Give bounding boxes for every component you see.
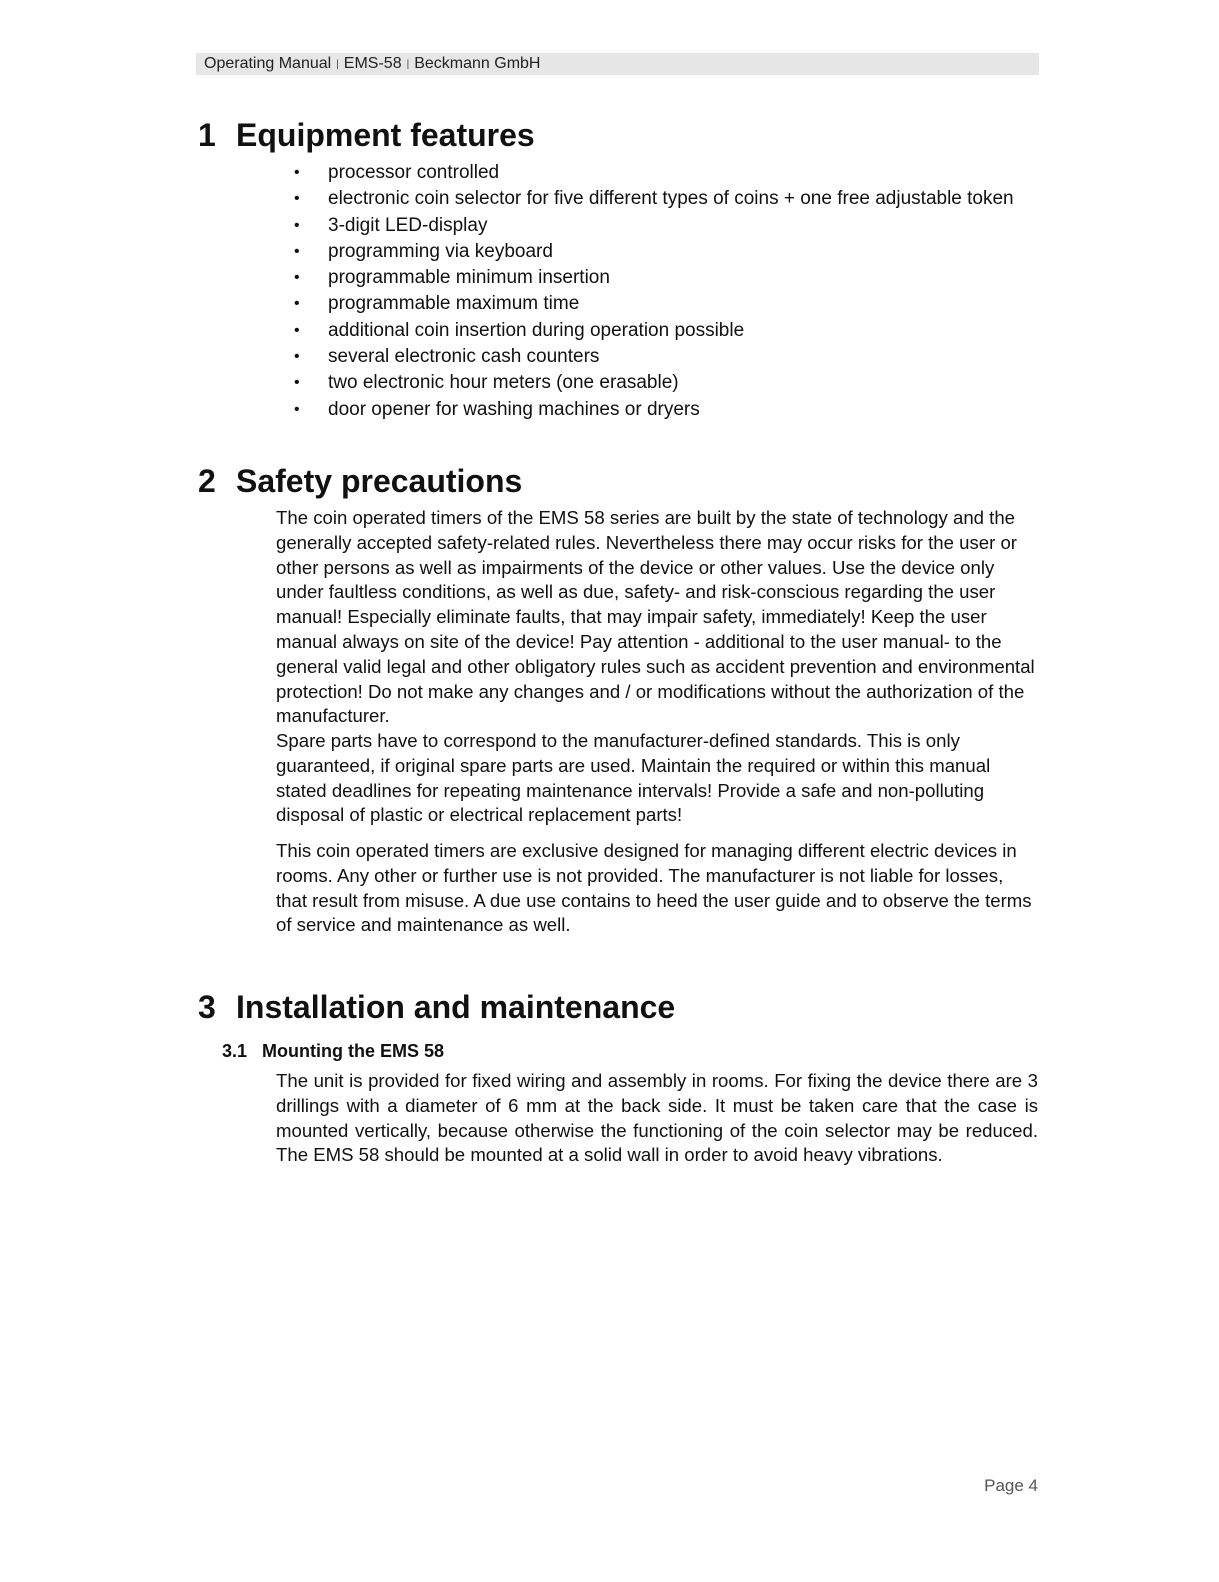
bullet-icon: • [294,216,300,234]
bullet-icon: • [294,269,300,287]
section-title: Equipment features [236,117,535,153]
safety-paragraph-2: Spare parts have to correspond to the manufacturer-defined standards. This is only guaranteed, if original spare parts are used. Maintain the required or within this manual stated deadlines for repeating maintenance intervals! Provide a safe and non-polluting disposal of plastic or electrical replacement parts! [276,730,991,826]
bullet-icon: • [294,400,300,418]
bullet-icon: • [294,348,300,366]
page-number: Page 4 [984,1476,1038,1495]
section-number: 2 [198,463,216,499]
mounting-paragraph: The unit is provided for fixed wiring and assembly in rooms. For fixing the device there are 3 drillings with a diameter of 6 mm at the back side. It must be taken care that the case is mounted vertically, because otherwise the functioning of the coin selector may be reduced. The EMS 58 should be mounted at a solid wall in order to avoid heavy vibrations. [276,1070,1038,1166]
header-separator: | [336,59,339,70]
list-item: • electronic coin selector for five different types of coins + one free adjustable token [290,186,1050,212]
feature-list [290,160,1050,423]
list-item: • 3-digit LED-display [290,213,1050,239]
list-item: • processor controlled [290,160,1050,186]
header-model: EMS-58 [343,55,402,72]
list-item: • several electronic cash counters [290,344,1050,370]
section-heading-equipment-features [198,115,535,155]
section-title: Safety precautions [236,463,523,499]
list-item: • two electronic hour meters (one erasable) [290,370,1050,396]
list-item: • programmable minimum insertion [290,265,1050,291]
safety-paragraph-1: The coin operated timers of the EMS 58 series are built by the state of technology and the generally accepted safety-related rules. Nevertheless there may occur risks for the user or other persons as well as impairments of the device or other values. Use the device only under faultless conditions, as well as due, safety- and risk-conscious regarding the user manual! Especially eliminate faults, that may impair safety, immediately! Keep the user manual always on site of the device! Pay attention - additional to the user manual- to the general valid legal and other obligatory rules such as accident prevention and environmental protection! Do not make any changes and / or modifications without the authorization of the manufacturer. [276,507,1035,727]
section-heading-installation-maintenance [198,987,675,1027]
section-heading-safety-precautions [198,461,522,501]
header-manual-title: Operating Manual [204,55,332,72]
section-number: 1 [198,117,216,153]
bullet-icon: • [294,190,300,208]
section-title: Installation and maintenance [236,989,676,1025]
header-company: Beckmann GmbH [414,55,541,72]
section-number: 3 [198,989,216,1025]
running-header [196,53,1039,75]
bullet-icon: • [294,295,300,313]
bullet-icon: • [294,242,300,260]
bullet-icon: • [294,164,300,181]
subsection-heading-mounting [222,1039,444,1063]
header-separator: | [406,59,410,70]
subsection-title: Mounting the EMS 58 [262,1041,444,1061]
list-item: • programmable maximum time [290,291,1050,317]
bullet-icon: • [294,374,300,392]
bullet-icon: • [294,321,300,339]
list-item: • door opener for washing machines or dryers [290,397,1050,423]
list-item: • additional coin insertion during operation possible [290,318,1050,344]
list-item: • programming via keyboard [290,239,1050,265]
subsection-number: 3.1 [222,1041,248,1061]
intended-use-paragraph: This coin operated timers are exclusive designed for managing different electric devices in rooms. Any other or further use is not provided. The manufacturer is not liable for losses, that result from misuse. A due use contains to heed the user guide and to observe the terms of service and maintenance as well. [276,840,1032,936]
